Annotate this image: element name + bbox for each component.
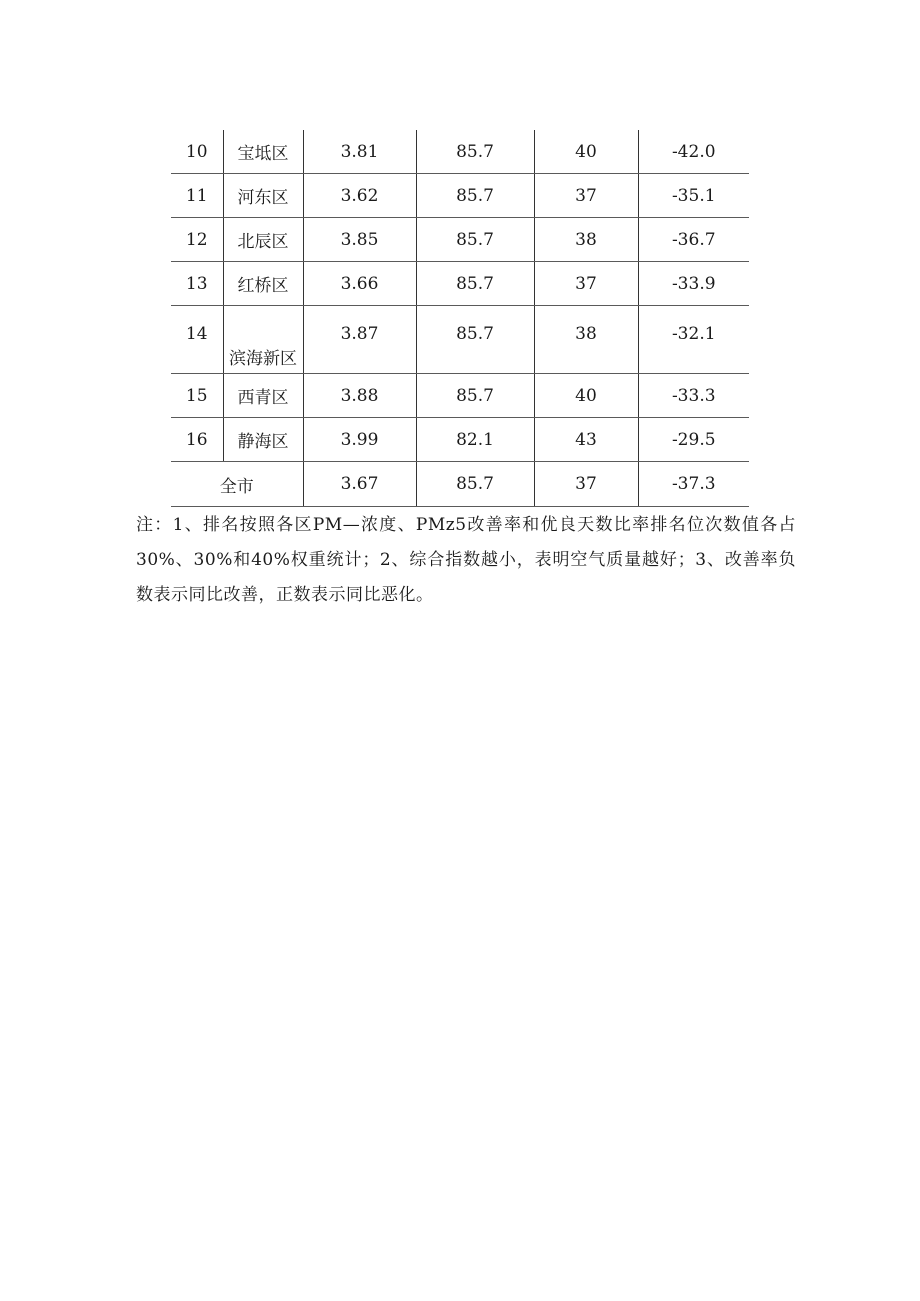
good-days-ratio-cell: 85.7 <box>416 262 534 306</box>
improvement-rate-cell: -36.7 <box>638 218 749 262</box>
district-cell: 静海区 <box>223 418 303 462</box>
district-cell: 滨海新区 <box>223 306 303 374</box>
pm25-concentration-cell: 38 <box>534 306 638 374</box>
rank-cell: 12 <box>171 218 223 262</box>
rank-cell: 11 <box>171 174 223 218</box>
table-row <box>171 306 749 374</box>
rank-cell: 13 <box>171 262 223 306</box>
rank-cell: 16 <box>171 418 223 462</box>
improvement-rate-cell: -33.9 <box>638 262 749 306</box>
improvement-rate-cell: -42.0 <box>638 130 749 174</box>
good-days-ratio-cell: 85.7 <box>416 174 534 218</box>
good-days-ratio-cell: 85.7 <box>416 462 534 507</box>
good-days-ratio-cell: 82.1 <box>416 418 534 462</box>
district-cell: 红桥区 <box>223 262 303 306</box>
composite-index-cell: 3.88 <box>303 374 416 418</box>
table-footnote: 注：1、排名按照各区PM—浓度、PMz5改善率和优良天数比率排名位次数值各占30%、30%和40%权重统计；2、综合指数越小，表明空气质量越好；3、改善率负数表示同比改善，正数表示同比恶化。 <box>136 515 796 605</box>
composite-index-cell: 3.87 <box>303 306 416 374</box>
rank-cell: 10 <box>171 130 223 174</box>
good-days-ratio-cell: 85.7 <box>416 374 534 418</box>
good-days-ratio-cell: 85.7 <box>416 218 534 262</box>
district-ranking-table <box>171 130 749 507</box>
improvement-rate-cell: -33.3 <box>638 374 749 418</box>
table-row <box>171 374 749 418</box>
good-days-ratio-cell: 85.7 <box>416 130 534 174</box>
table-row <box>171 418 749 462</box>
district-cell: 西青区 <box>223 374 303 418</box>
pm25-concentration-cell: 40 <box>534 130 638 174</box>
table-row <box>171 130 749 174</box>
pm25-concentration-cell: 37 <box>534 262 638 306</box>
rank-cell: 15 <box>171 374 223 418</box>
table-row <box>171 218 749 262</box>
pm25-concentration-cell: 37 <box>534 462 638 507</box>
table-row <box>171 262 749 306</box>
pm25-concentration-cell: 38 <box>534 218 638 262</box>
composite-index-cell: 3.62 <box>303 174 416 218</box>
improvement-rate-cell: -35.1 <box>638 174 749 218</box>
composite-index-cell: 3.85 <box>303 218 416 262</box>
composite-index-cell: 3.67 <box>303 462 416 507</box>
composite-index-cell: 3.99 <box>303 418 416 462</box>
district-cell: 宝坻区 <box>223 130 303 174</box>
improvement-rate-cell: -32.1 <box>638 306 749 374</box>
rank-cell: 14 <box>171 306 223 374</box>
pm25-concentration-cell: 37 <box>534 174 638 218</box>
district-cell: 河东区 <box>223 174 303 218</box>
good-days-ratio-cell: 85.7 <box>416 306 534 374</box>
composite-index-cell: 3.81 <box>303 130 416 174</box>
pm25-concentration-cell: 40 <box>534 374 638 418</box>
improvement-rate-cell: -37.3 <box>638 462 749 507</box>
table-row <box>171 174 749 218</box>
composite-index-cell: 3.66 <box>303 262 416 306</box>
pm25-concentration-cell: 43 <box>534 418 638 462</box>
improvement-rate-cell: -29.5 <box>638 418 749 462</box>
table-total-row <box>171 462 749 507</box>
district-cell: 北辰区 <box>223 218 303 262</box>
total-label-cell: 全市 <box>171 462 303 507</box>
